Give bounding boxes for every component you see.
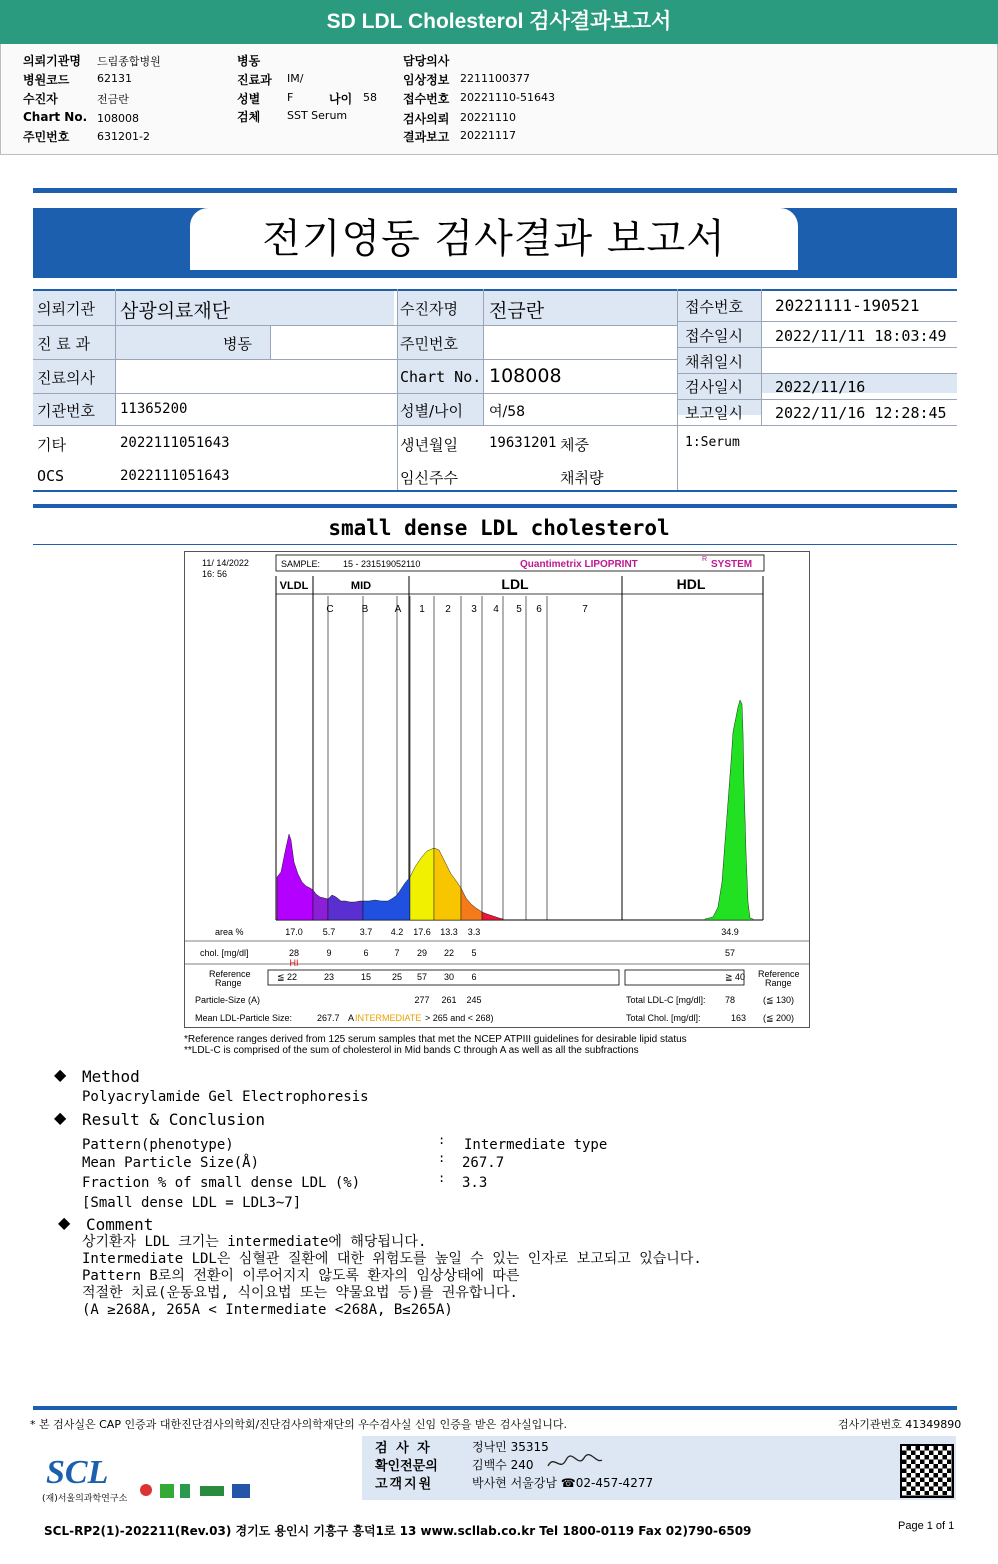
chart-brand-reg: R (702, 556, 708, 563)
area-pct-value: 13.3 (440, 927, 458, 937)
band-label: 4 (493, 604, 499, 615)
amount-label: 채취량 (560, 469, 604, 487)
group-label-ldl: LDL (501, 576, 529, 592)
total-ldl-ref: (≦ 130) (763, 995, 795, 1005)
scl-logo-sub: (재)서울의과학연구소 (42, 1494, 128, 1504)
result-key: Mean Particle Size(Å) (82, 1155, 260, 1171)
etc-value: 2022111051643 (120, 435, 230, 451)
method-title: Method (82, 1067, 140, 1086)
chol-value: 28 (288, 948, 300, 958)
chart-time: 16: 56 (202, 569, 228, 579)
header-label: Chart No. (23, 110, 88, 124)
header-value: 드림종합병원 (97, 55, 161, 68)
recv-date-value: 2022/11/11 18:03:49 (775, 327, 947, 345)
header-value: 20221110 (460, 111, 516, 124)
footnote: **LDL-C is comprised of the sum of cholesterol in Mid bands C through A as well as all the subfractions (184, 1045, 639, 1056)
header-label: 성별 (237, 92, 261, 106)
org-label: 의뢰기관 (37, 300, 95, 318)
mean-particle-unit: A (348, 1013, 355, 1023)
recv-date-label: 접수일시 (685, 327, 743, 345)
ref-label-right-line2: Range (765, 978, 792, 988)
footer-rule (33, 1406, 957, 1410)
accreditation-logos (136, 1480, 256, 1502)
band-label: B (361, 604, 369, 615)
hdl-area (705, 700, 753, 920)
ldl-band-4-area (482, 912, 503, 920)
band-label: C (326, 604, 334, 615)
ref-range-value: 25 (391, 972, 403, 982)
vldl-area (277, 834, 313, 920)
area-pct-value: 17.6 (413, 927, 431, 937)
qr-code-icon (900, 1444, 954, 1498)
chol-value: 7 (394, 948, 400, 958)
ref-range-value: 15 (360, 972, 372, 982)
area-pct-value: 17.0 (285, 927, 303, 937)
mean-particle-value: 267.7 (317, 1013, 340, 1023)
dob-label: 생년월일 (400, 436, 458, 454)
result-colon: : (438, 1133, 446, 1147)
mean-particle-label: Mean LDL-Particle Size: (195, 1013, 293, 1023)
particle-size-value: 245 (466, 995, 482, 1005)
header-label: 검체 (237, 110, 261, 124)
chart-footnotes (184, 1034, 687, 1056)
band-label: 3 (471, 604, 477, 615)
total-ldl-label: Total LDL-C [mg/dl]: (626, 995, 706, 1005)
banner-top-rule (33, 188, 957, 193)
section-bottom-rule (33, 544, 957, 545)
band-label: 5 (516, 604, 522, 615)
header-value: 62131 (97, 72, 132, 85)
result-key: Pattern(phenotype) (82, 1137, 234, 1153)
chol-value: 5 (471, 948, 477, 958)
ldl-band-3-area (461, 888, 482, 920)
test-date-value: 2022/11/16 (775, 378, 866, 396)
header-value: 108008 (97, 112, 139, 125)
chart-sample-value: 15 - 231519052110 (343, 559, 421, 569)
comment-line: 상기환자 LDL 크기는 intermediate에 해당됩니다. (82, 1234, 427, 1250)
band-label: A (394, 604, 402, 615)
chol-label: chol. [mg/dl] (200, 948, 249, 958)
comment-line: 적절한 치료(운동요법, 식이요법 또는 약물요법 등)를 권유합니다. (82, 1285, 518, 1301)
result-value: 3.3 (462, 1175, 488, 1191)
result-value: Intermediate type (464, 1137, 608, 1153)
staff-name: 김백수 240 (472, 1458, 534, 1472)
mean-particle-class: INTERMEDIATE (355, 1013, 422, 1023)
header-label: 접수번호 (403, 92, 450, 106)
ref-range-value: ≦ 22 (276, 972, 298, 982)
comment-block (82, 1234, 702, 1319)
footnote: *Reference ranges derived from 125 serum samples that met the NCEP ATPIII guidelines for desirable lipid status (184, 1034, 687, 1045)
ocs-label: OCS (37, 467, 65, 485)
mean-particle-range: > 265 and < 268) (425, 1013, 494, 1023)
band-label: 7 (582, 604, 588, 615)
header-info-box (0, 44, 998, 155)
inst-label: 기관번호 (37, 402, 95, 420)
preg-label: 임신주수 (400, 469, 458, 487)
header-value: SST Serum (287, 109, 348, 122)
staff-role: 고객지원 (375, 1477, 434, 1492)
ldl-band-2-area (434, 848, 461, 920)
doctor-label: 진료의사 (37, 369, 95, 387)
area-pct-value: 34.9 (721, 927, 739, 937)
small-dense-note: [Small dense LDL = LDL3~7] (82, 1195, 302, 1211)
dob-value: 19631201 (489, 435, 557, 451)
header-label: 나이 (329, 92, 353, 106)
report-title: 전기영동 검사결과 보고서 (190, 208, 798, 270)
mid-c-area (313, 890, 328, 920)
ref-label-line2: Range (215, 978, 242, 988)
footer-address: SCL-RP2(1)-202211(Rev.03) 경기도 용인시 기흥구 흥덕1로 13 www.scllab.co.kr Tel 1800-0119 Fax 02)790-6509 (44, 1524, 752, 1538)
comment-line: Intermediate LDL은 심혈관 질환에 대한 위험도를 높일 수 있는 인자로 보고되고 있습니다. (82, 1251, 702, 1267)
weight-label: 체중 (560, 436, 589, 454)
header-value: 631201-2 (97, 130, 150, 143)
lipoprint-chart (184, 551, 810, 1028)
chart-no-value: 108008 (489, 365, 562, 387)
chol-flag-hi: HI (289, 958, 299, 968)
comment-title: Comment (86, 1215, 154, 1234)
header-label: 담당의사 (403, 54, 450, 68)
sexage-label: 성별/나이 (400, 402, 464, 420)
chol-value: 6 (363, 948, 369, 958)
band-label: 6 (536, 604, 542, 615)
comment-line: (A ≥268A, 265A < Intermediate <268A, B≤265A) (82, 1302, 453, 1318)
report-top-title: SD LDL Cholesterol 검사결과보고서 (0, 0, 998, 44)
ref-label-line1: Reference (209, 969, 251, 979)
header-value: 58 (363, 91, 377, 104)
band-label: 1 (419, 604, 425, 615)
header-label: 주민번호 (23, 130, 70, 144)
header-value: 전금란 (97, 93, 129, 106)
report-date-label: 보고일시 (685, 404, 743, 422)
result-colon: : (438, 1171, 446, 1185)
patient-info-table (33, 289, 957, 492)
org-number: 검사기관번호 41349890 (838, 1418, 962, 1431)
result-title: Result & Conclusion (82, 1110, 266, 1129)
lipoprint-chart-svg (185, 552, 809, 1027)
header-value: 20221110-51643 (460, 91, 555, 104)
hdl-ref-range-value: ≧ 40 (725, 972, 746, 982)
header-value: 2211100377 (460, 72, 530, 85)
header-label: 검사의뢰 (403, 112, 450, 126)
org-value: 삼광의료재단 (120, 300, 231, 322)
chart-no-label: Chart No. (400, 368, 482, 386)
ref-label-right-line1: Reference (758, 969, 800, 979)
area-pct-value: 3.3 (467, 927, 481, 937)
collect-label: 채취일시 (685, 353, 743, 371)
method-value: Polyacrylamide Gel Electrophoresis (82, 1089, 369, 1105)
diamond-bullet-icon: ◆ (54, 1065, 67, 1084)
header-label: 임상정보 (403, 73, 450, 87)
ocs-value: 2022111051643 (120, 468, 230, 484)
section-title: small dense LDL cholesterol (328, 516, 670, 540)
mid-a-area (363, 877, 410, 920)
recv-no-label: 접수번호 (685, 298, 743, 316)
area-pct-value: 5.7 (322, 927, 336, 937)
total-chol-ref: (≦ 200) (763, 1013, 795, 1023)
sexage-value: 여/58 (489, 404, 526, 420)
ldl-band-1-area (410, 848, 434, 920)
area-pct-value: 3.7 (359, 927, 373, 937)
group-label-mid: MID (350, 580, 372, 592)
rrn-label: 주민번호 (400, 335, 458, 353)
chart-date: 11/ 14/2022 (202, 558, 249, 568)
staff-name: 박사현 서울강남 ☎02-457-4277 (472, 1476, 654, 1490)
particle-size-value: 261 (441, 995, 457, 1005)
patient-label: 수진자명 (400, 300, 458, 318)
staff-role: 검 사 자 (375, 1441, 432, 1456)
header-label: 진료과 (237, 73, 272, 87)
comment-line: Pattern B로의 전환이 이루어지지 않도록 환자의 임상상태에 따른 (82, 1268, 520, 1284)
ref-range-value: 30 (443, 972, 455, 982)
etc-label: 기타 (37, 436, 66, 454)
total-chol-value: 163 (731, 1013, 747, 1023)
dept-label: 진 료 과 (37, 335, 91, 353)
result-key: Fraction % of small dense LDL (%) (82, 1175, 361, 1191)
header-label: 병원코드 (23, 73, 70, 87)
band-label: 2 (445, 604, 451, 615)
result-colon: : (438, 1151, 446, 1165)
chol-value: 9 (326, 948, 332, 958)
chart-sample-label: SAMPLE: (281, 559, 321, 569)
ref-range-value: 57 (416, 972, 428, 982)
inst-value: 11365200 (120, 401, 188, 417)
dept-value: 병동 (223, 335, 252, 353)
header-value: 20221117 (460, 129, 516, 142)
total-chol-label: Total Chol. [mg/dl]: (626, 1013, 701, 1023)
ref-range-value: 23 (323, 972, 335, 982)
particle-size-label: Particle-Size (A) (195, 995, 261, 1005)
specimen-value: 1:Serum (685, 435, 740, 450)
header-value: IM/ (287, 72, 304, 85)
cert-note: * 본 검사실은 CAP 인증과 대한진단검사의학회/진단검사의학재단의 우수검사실 신임 인증을 받은 검사실입니다. (30, 1418, 568, 1431)
particle-size-value: 277 (414, 995, 430, 1005)
mid-b-area (328, 895, 363, 920)
group-label-hdl: HDL (676, 576, 706, 592)
test-date-label: 검사일시 (685, 378, 743, 396)
staff-box (362, 1436, 956, 1500)
header-label: 병동 (237, 54, 261, 68)
page-number: Page 1 of 1 (898, 1520, 955, 1532)
report-date-value: 2022/11/16 12:28:45 (775, 404, 947, 422)
result-value: 267.7 (462, 1155, 505, 1171)
patient-value: 전금란 (489, 300, 545, 322)
ref-range-value: 6 (471, 972, 477, 982)
group-label-vldl: VLDL (279, 580, 309, 592)
total-ldl-value: 78 (725, 995, 736, 1005)
scl-logo: SCL (46, 1454, 109, 1491)
recv-no-value: 20221111-190521 (775, 296, 920, 315)
chart-brand-tail: SYSTEM (711, 559, 753, 570)
staff-name: 정낙민 35315 (472, 1440, 549, 1454)
area-pct-value: 4.2 (390, 927, 404, 937)
chol-value: 57 (724, 948, 736, 958)
header-label: 의뢰기관명 (23, 54, 81, 68)
header-label: 수진자 (23, 92, 58, 106)
chol-value: 29 (416, 948, 428, 958)
header-label: 결과보고 (403, 130, 450, 144)
section-top-rule (33, 504, 957, 508)
staff-role: 확인전문의 (375, 1459, 438, 1474)
area-pct-label: area % (215, 927, 244, 937)
chart-brand: Quantimetrix LIPOPRINT (520, 559, 638, 570)
diamond-bullet-icon: ◆ (58, 1213, 71, 1232)
signature-image (544, 1452, 604, 1474)
header-value: F (287, 91, 294, 104)
diamond-bullet-icon: ◆ (54, 1108, 67, 1127)
chol-value: 22 (443, 948, 455, 958)
